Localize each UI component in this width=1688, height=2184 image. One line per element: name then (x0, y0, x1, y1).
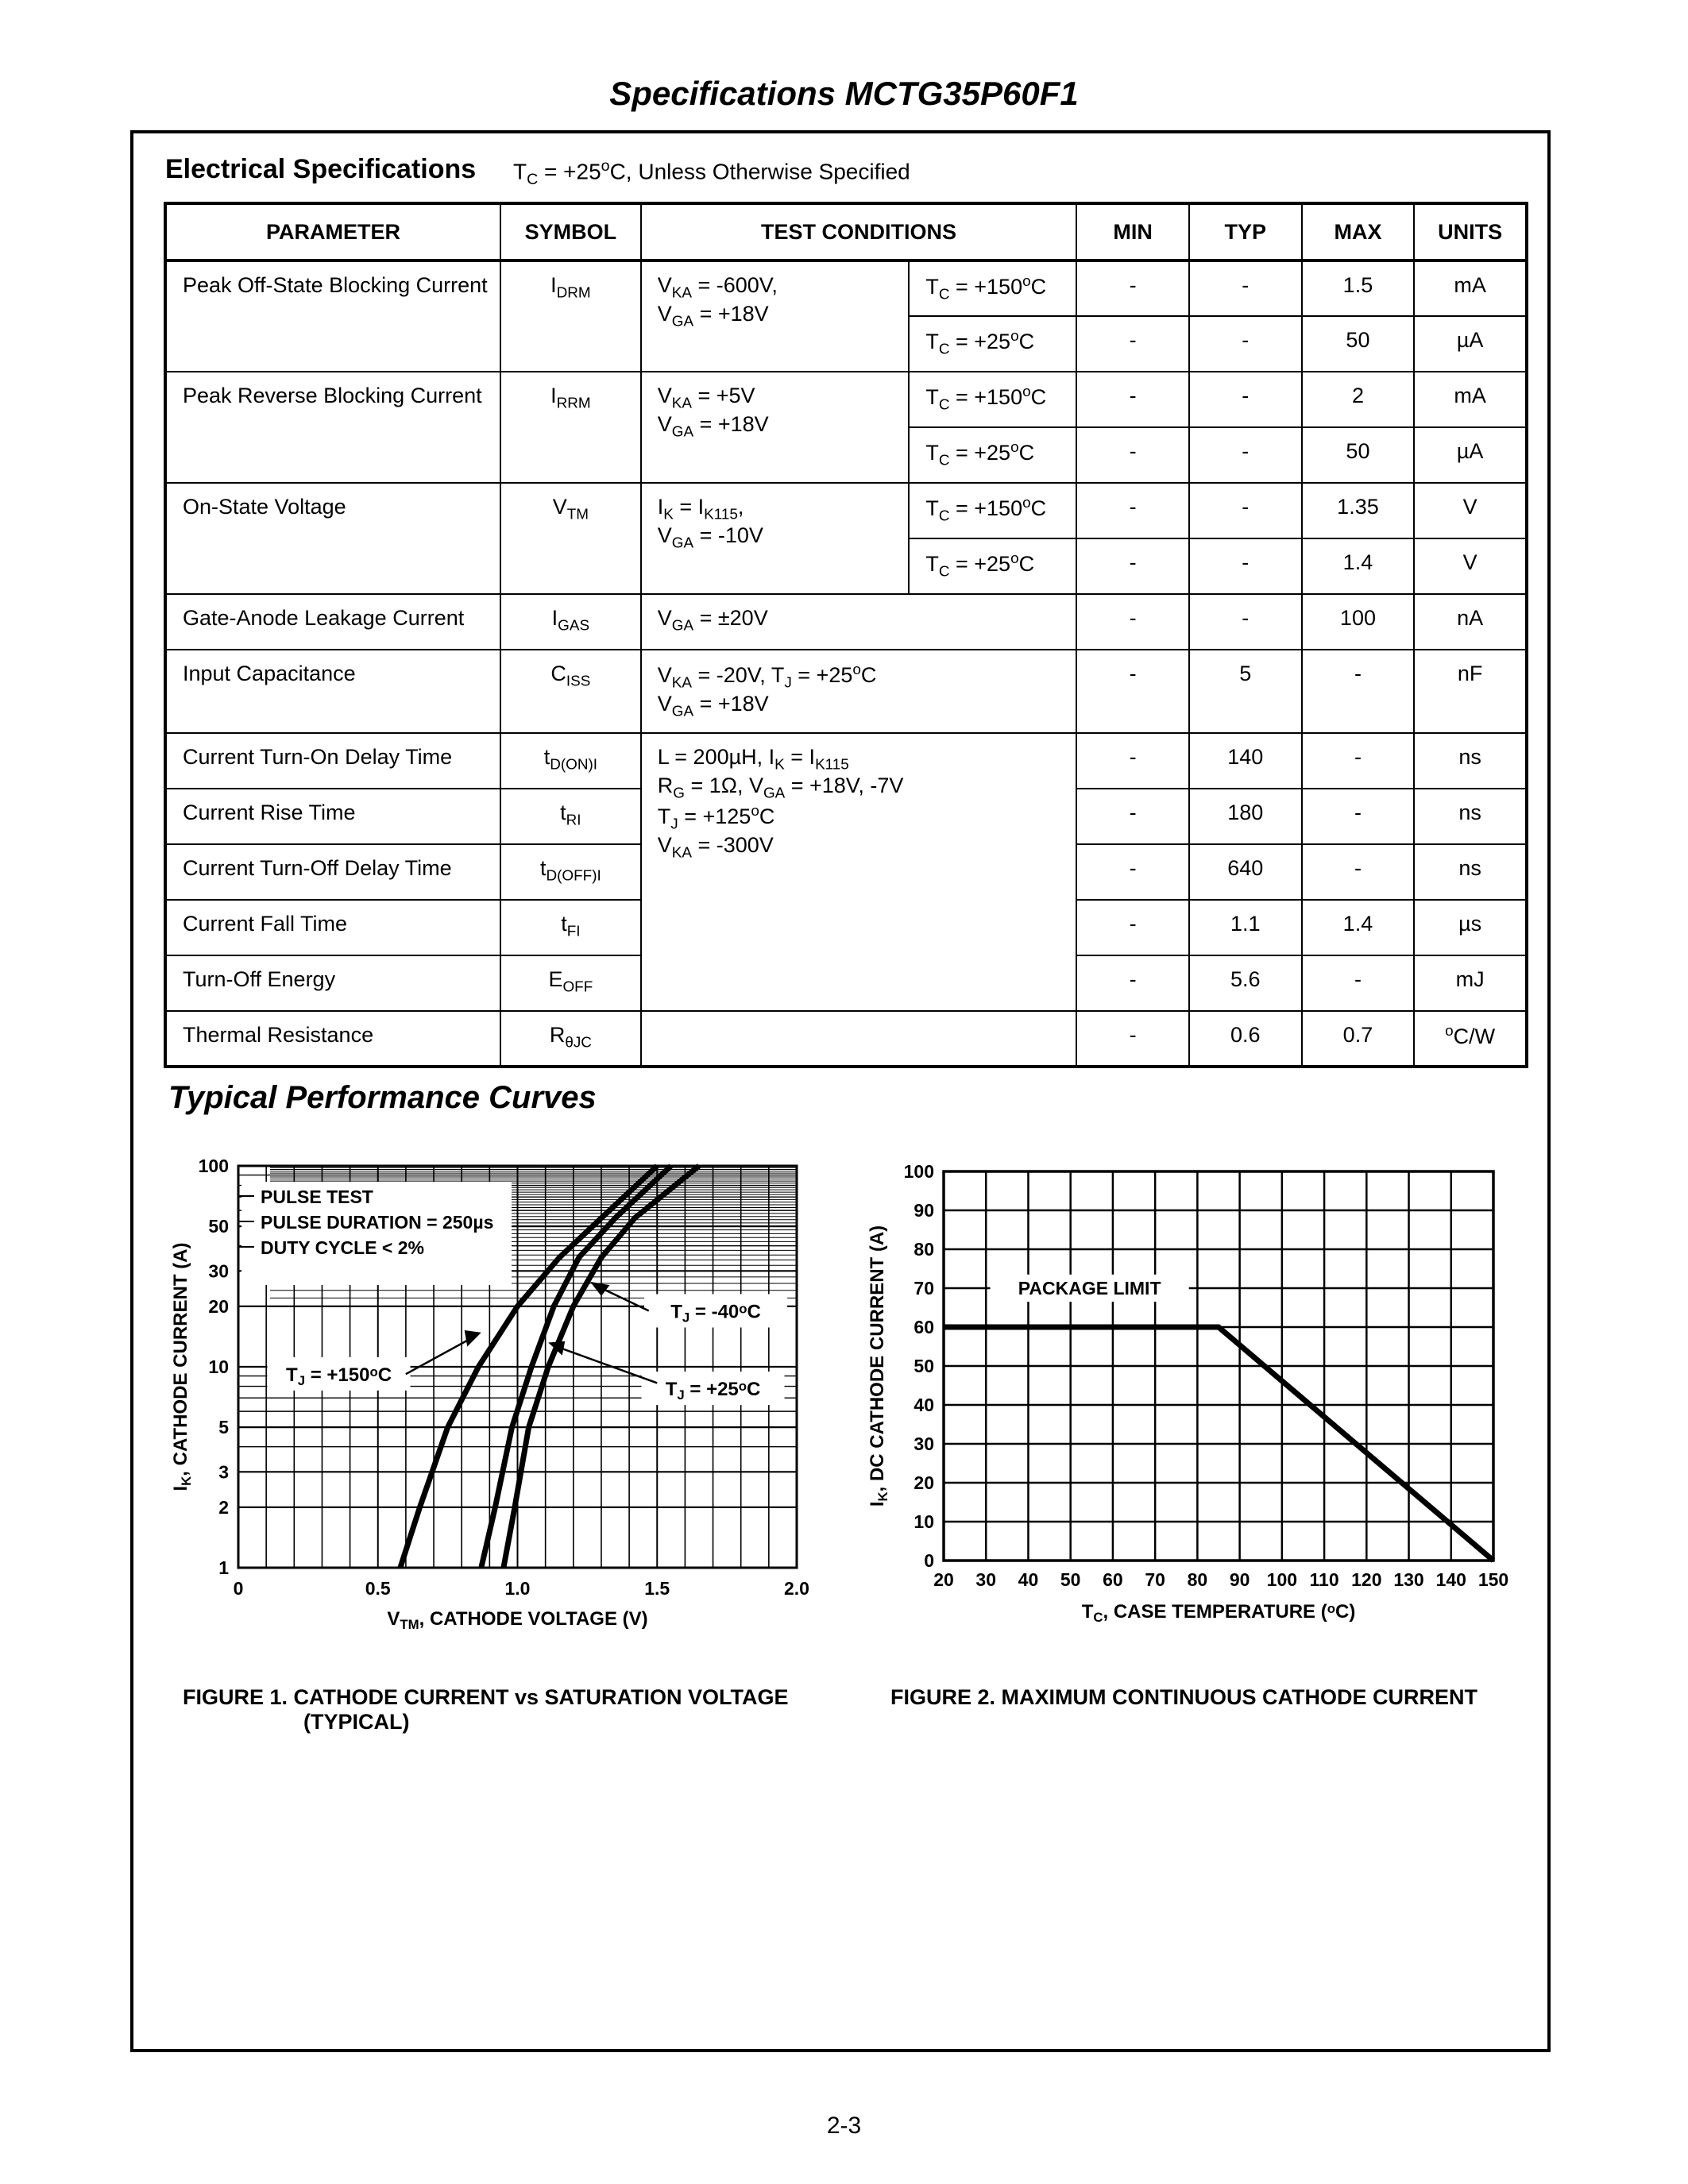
condition-cell: $V_{GA} = \pm 20V$ (641, 594, 1077, 650)
y-tick-label: 0 (924, 1550, 934, 1571)
col-header-max: MAX (1302, 203, 1415, 260)
symbol-cell: $I_{RRM}$ (500, 372, 641, 483)
param-cell: Current Turn-On Delay Time (165, 733, 500, 789)
symbol-cell: $t_{D(OFF)I}$ (500, 844, 641, 900)
min-cell: - (1076, 900, 1189, 955)
param-cell: Input Capacitance (165, 650, 500, 733)
y-tick-label: 100 (903, 1161, 934, 1182)
figure1-note: DUTY CYCLE < 2% (261, 1237, 424, 1258)
unit-cell: V (1414, 483, 1527, 538)
min-cell: - (1076, 733, 1189, 789)
min-cell: - (1076, 483, 1189, 538)
typ-cell: - (1189, 538, 1302, 594)
unit-cell: mA (1414, 372, 1527, 427)
col-header-typ: TYP (1189, 203, 1302, 260)
figure2-y-axis-label: IK, DC CATHODE CURRENT (A) (867, 1225, 891, 1507)
x-tick-label: 130 (1393, 1569, 1424, 1590)
x-tick-label: 1.0 (504, 1578, 531, 1599)
typ-cell: 180 (1189, 789, 1302, 844)
col-header-symbol: SYMBOL (500, 203, 641, 260)
arrow-25 (557, 1347, 658, 1383)
max-cell: - (1302, 650, 1415, 733)
y-tick-label: 30 (208, 1260, 229, 1282)
tc-cell: $T_C = +25^oC$ (909, 316, 1076, 372)
figure2-chart (867, 1161, 1508, 1625)
min-cell: - (1076, 427, 1189, 483)
typ-cell: 5.6 (1189, 955, 1302, 1011)
symbol-cell: $I_{DRM}$ (500, 260, 641, 372)
unit-cell: mA (1414, 260, 1527, 316)
x-tick-label: 50 (1060, 1569, 1081, 1590)
figure1-y-axis-label: IK, CATHODE CURRENT (A) (170, 1242, 195, 1491)
param-cell: Thermal Resistance (165, 1011, 500, 1067)
max-cell: 100 (1302, 594, 1415, 650)
min-cell: - (1076, 316, 1189, 372)
unit-cell: µs (1414, 900, 1527, 955)
y-tick-label: 60 (914, 1317, 934, 1337)
y-tick-label: 80 (914, 1239, 934, 1260)
y-tick-label: 10 (208, 1356, 229, 1377)
symbol-cell: $V_{TM}$ (500, 483, 641, 594)
unit-cell: µA (1414, 427, 1527, 483)
symbol-cell: $t_{FI}$ (500, 900, 641, 955)
figure2-caption: FIGURE 2. MAXIMUM CONTINUOUS CATHODE CURRENT (890, 1685, 1477, 1709)
unit-cell: ns (1414, 733, 1527, 789)
figure1-caption: FIGURE 1. CATHODE CURRENT vs SATURATION VOLTAGE (TYPICAL) (183, 1685, 789, 1734)
arrow-150 (406, 1337, 473, 1374)
y-tick-label: 40 (914, 1395, 934, 1415)
typ-cell: 640 (1189, 844, 1302, 900)
max-cell: 1.35 (1302, 483, 1415, 538)
min-cell: - (1076, 372, 1189, 427)
y-tick-label: 90 (914, 1200, 934, 1221)
min-cell: - (1076, 789, 1189, 844)
typ-cell: 1.1 (1189, 900, 1302, 955)
param-cell: Current Rise Time (165, 789, 500, 844)
x-tick-label: 90 (1229, 1569, 1250, 1590)
x-tick-label: 110 (1309, 1569, 1339, 1590)
max-cell: - (1302, 955, 1415, 1011)
condition-cell: $V_{KA} = -20V$, $T_J = +25^oC$ $V_{GA} = +18V$ (641, 650, 1077, 733)
typ-cell: - (1189, 260, 1302, 316)
max-cell: - (1302, 789, 1415, 844)
max-cell: 50 (1302, 427, 1415, 483)
x-tick-label: 40 (1018, 1569, 1039, 1590)
y-tick-label: 1 (218, 1557, 229, 1578)
condition-cell: $I_K = I_{K115}$, $V_{GA} = -10V$ (641, 483, 910, 594)
col-header-test-conditions: TEST CONDITIONS (641, 203, 1077, 260)
unit-cell: mJ (1414, 955, 1527, 1011)
y-tick-label: 30 (914, 1433, 934, 1454)
y-tick-label: 50 (914, 1356, 934, 1376)
max-cell: 1.5 (1302, 260, 1415, 316)
figure2-x-axis-label: TC, CASE TEMPERATURE (oC) (1081, 1601, 1356, 1626)
x-tick-label: 20 (933, 1569, 954, 1590)
x-tick-label: 100 (1266, 1569, 1298, 1590)
unit-cell: µA (1414, 316, 1527, 372)
electrical-spec-condition: $T_C = +25^oC$, Unless Otherwise Specified (513, 157, 910, 188)
tc-cell: $T_C = +25^oC$ (909, 538, 1076, 594)
typ-cell: - (1189, 316, 1302, 372)
x-tick-label: 150 (1477, 1569, 1509, 1590)
tc-cell: $T_C = +150^oC$ (909, 483, 1076, 538)
symbol-cell: $t_{RI}$ (500, 789, 641, 844)
x-tick-label: 0 (233, 1578, 244, 1599)
typ-cell: 140 (1189, 733, 1302, 789)
series-label-25: TJ = +25oC (665, 1379, 761, 1403)
arrowhead-150 (465, 1330, 481, 1347)
col-header-min: MIN (1076, 203, 1189, 260)
max-cell: 1.4 (1302, 538, 1415, 594)
x-tick-label: 1.5 (644, 1578, 670, 1599)
symbol-cell: $R_{\theta JC}$ (500, 1011, 641, 1067)
tc-cell: $T_C = +150^oC$ (909, 260, 1076, 316)
symbol-cell: $t_{D(ON)I}$ (500, 733, 641, 789)
max-cell: 50 (1302, 316, 1415, 372)
package-limit-label: PACKAGE LIMIT (1018, 1278, 1161, 1298)
series-label-150: TJ = +150oC (286, 1364, 392, 1388)
x-tick-label: 30 (975, 1569, 997, 1590)
x-tick-label: 60 (1103, 1569, 1123, 1590)
page-title: Specifications MCTG35P60F1 (609, 75, 1079, 112)
y-tick-label: 50 (208, 1216, 229, 1237)
max-cell: - (1302, 844, 1415, 900)
unit-cell: ns (1414, 789, 1527, 844)
y-tick-label: 20 (914, 1472, 934, 1493)
param-cell: On-State Voltage (165, 483, 500, 594)
param-cell: Peak Off-State Blocking Current (165, 260, 500, 372)
unit-cell: ns (1414, 844, 1527, 900)
figure1-note: PULSE DURATION = 250µs (261, 1212, 494, 1233)
typ-cell: - (1189, 483, 1302, 538)
unit-cell: nA (1414, 594, 1527, 650)
y-tick-label: 3 (218, 1461, 229, 1483)
col-header-units: UNITS (1414, 203, 1527, 260)
min-cell: - (1076, 844, 1189, 900)
symbol-cell: $C_{ISS}$ (500, 650, 641, 733)
arrowhead-neg40 (590, 1282, 610, 1296)
y-tick-label: 70 (914, 1278, 934, 1298)
figure1-chart (170, 1156, 809, 1632)
tc-cell: $T_C = +25^oC$ (909, 427, 1076, 483)
y-tick-label: 100 (198, 1156, 229, 1176)
typ-cell: - (1189, 372, 1302, 427)
y-tick-label: 20 (208, 1295, 229, 1317)
min-cell: - (1076, 594, 1189, 650)
min-cell: - (1076, 955, 1189, 1011)
typ-cell: - (1189, 427, 1302, 483)
switching-condition-cell: L = 200µH, $I_K = I_{K115}$ $R_G = 1\Omega$, $V_{GA} = +18V$, -7V $T_J = +125^oC$ $V_{KA} = -300V$ (641, 733, 1077, 1011)
min-cell: - (1076, 538, 1189, 594)
tc-cell: $T_C = +150^oC$ (909, 372, 1076, 427)
max-cell: 2 (1302, 372, 1415, 427)
unit-cell: V (1414, 538, 1527, 594)
typ-cell: 5 (1189, 650, 1302, 733)
page-number: 2-3 (826, 2113, 862, 2139)
min-cell: - (1076, 260, 1189, 316)
condition-cell: $V_{KA} = -600V$, $V_{GA} = +18V$ (641, 260, 910, 372)
param-cell: Peak Reverse Blocking Current (165, 372, 500, 483)
x-tick-label: 70 (1145, 1569, 1165, 1590)
series-label-neg40: TJ = -40oC (670, 1301, 761, 1325)
min-cell: - (1076, 650, 1189, 733)
col-header-parameter: PARAMETER (165, 203, 500, 260)
param-cell: Turn-Off Energy (165, 955, 500, 1011)
max-cell: - (1302, 733, 1415, 789)
symbol-cell: $I_{GAS}$ (500, 594, 641, 650)
unit-cell: nF (1414, 650, 1527, 733)
max-cell: 1.4 (1302, 900, 1415, 955)
x-tick-label: 80 (1187, 1569, 1208, 1590)
param-cell: Gate-Anode Leakage Current (165, 594, 500, 650)
y-tick-label: 5 (218, 1417, 229, 1438)
x-tick-label: 120 (1351, 1569, 1382, 1590)
section-title: Typical Performance Curves (168, 1080, 597, 1115)
x-tick-label: 2.0 (784, 1578, 809, 1599)
param-cell: Current Fall Time (165, 900, 500, 955)
param-cell: Current Turn-Off Delay Time (165, 844, 500, 900)
symbol-cell: $E_{OFF}$ (500, 955, 641, 1011)
x-tick-label: 0.5 (365, 1578, 391, 1599)
min-cell: - (1076, 1011, 1189, 1067)
max-cell: 0.7 (1302, 1011, 1415, 1067)
figure1-note: PULSE TEST (261, 1187, 373, 1207)
typ-cell: 0.6 (1189, 1011, 1302, 1067)
y-tick-label: 2 (218, 1496, 229, 1518)
y-tick-label: 10 (914, 1511, 934, 1532)
figure1-x-axis-label: VTM, CATHODE VOLTAGE (V) (387, 1608, 648, 1633)
typ-cell: - (1189, 594, 1302, 650)
x-tick-label: 140 (1435, 1569, 1466, 1590)
electrical-spec-label: Electrical Specifications (165, 154, 477, 184)
unit-cell: $^o$C/W (1414, 1011, 1527, 1067)
condition-cell: $V_{KA} = +5V$ $V_{GA} = +18V$ (641, 372, 910, 483)
